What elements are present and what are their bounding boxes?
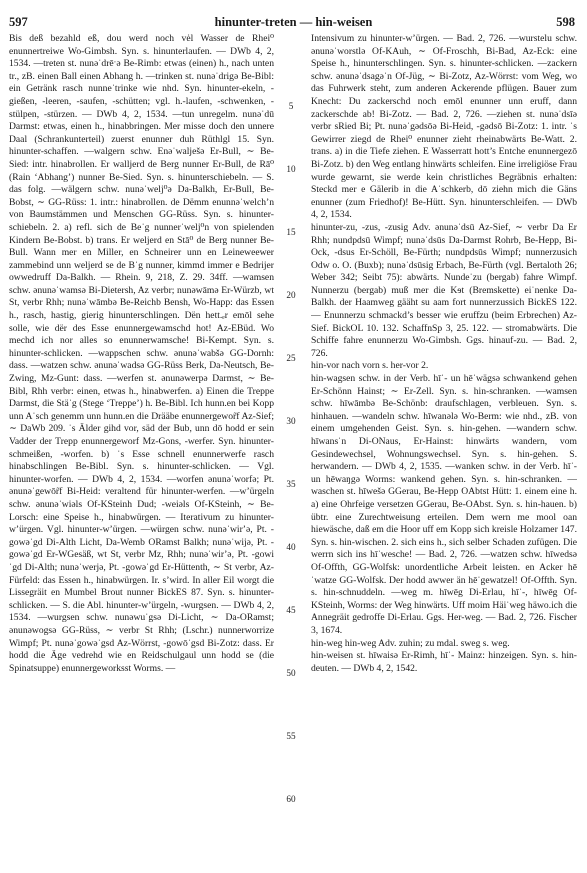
line-number: 45: [286, 605, 296, 615]
entry-paragraph: Bis deß bezahld eß, dou werd noch vėl Wasser de Rhei⁰ enunnertreiwe Wo-Gimbsh. Syn. s. hinunterlaufen. — DWb 4, 2, 1534. —treten st. nunəˈdrēˑə Be-Rimb: etwas (einen) h., nach unten tr., zB. einen Ball einen Abhang h. —trinken st. nunəˈdrigə Be-Bibl: ein Getränk rasch nunneˈtrinke wie nhd. Syn. hinunter-ekeln, -gießen, -leeren, -saufen, -schütten; vgl. h.-laufen, -schwenken, -stülpen, -stürzen. — DWb 4, 2, 1534. —tun unregelm. nunəˈdū Darmst: etwas, einen h., hinabbringen. Mer misse doch den unnere Daal (Schrankunterteil) zuerst enunner duh Rüthlgl 15. Syn. hinunter-schaffen. —walgern schw. Enəˈwalješə Er-Bull, ∼ Be-Sied: intr. hinabrollen. Er walljerd de Berg nunner Er-Bull, de Rā⁰ (Rain ‘Abhang’) nunner Be-Sied. Syn. s. hinunterschiebeln. — S. das folg. —wälgern schw. nunəˈwelj⁰ə Da-Balkh, Er-Bull, Be-Bobst, ∼ GG-Rüss: 1. intr.: hinabrollen. de Dëmm enunnəˈwelchʼn von Baumstämmen und Menschen GG-Rüss. Syn. s. hinunter-schiebeln. 2. a) refl. sich de Beˈg nunnerˈwelj⁰n von spielenden Kindern Be-Bobst. b) trans. Er weljerd en Stā⁰ de Berg nunner Be-Bull. Wann mer en Miller, en Schneirer unn en Leineweewer zammebind unn weljerd se de Bˈg nunner, kimmd immer e Bedrijer owwedruff Da-Balkh. — Rhein. 9, 218, Z. 29. 34ff. —wamsen schw. ənunəˈwamsə Bi-Dietersh, Az verbr; nunəwāmə Er-Würzb, wt St, verbr Rhh; nunəˈwāmbə Be-Reichb Bensh, Wo-Happ: das Essen h., rasch, hastig, gierig hinunterschlingen. Dën hett.ₑr emōl sehe solle, wie dër des Esse enunnergewamschd hot! Az-EBüd. Wo mechd ich nor alles so enunnerwamsche! Bi-Kempt. Syn. s. hinunter-schlicken. —wappschen schw. ənunəˈwabšə GG-Dornh: dass. —watzen schw. ənunəˈwadsə GG-Rüss Berk, Da-Neutsch, Be-Zwing, Mz-Gunt: dass. —werfen st. ənunəwerpə Darmst, ∼ Be-Bibl, Rhh verbr: einen, etwas h., hinabwerfen. a) Einen die Treppe Darmst, die Stäˈg (Stege ‘Treppe’) h. Be-Bibl. Ich hunn.en bei Kopp unn Aˈsch genemm unn hunn.en die Drääbe enunnergewor̃f Az-Sief; ∼ DaWb 209. ˈs Älder gihd vor, säd der Bub, unn dō hodd er sein Vadder der Trepp enunnergeworf Mz-Gons, -werfer. Syn. hinunter-schmeißen, -worfen. b) ˈs Esse schnell enunnerwerfe rasch hinabschlingen Be-Bibl. Syn. s. hinunter-schlicken. — Vgl. hinunter-worfen. — DWb 4, 2, 1534. —worfen ənunəˈworfə; Pt. ənunəˈgewōr̃f Bi-Heid: veraltend für hinunter-werfen. —wʼürgeln schw. ənunəˈwiəls Of-KSteinh Dud; -weiəls Of-KSteinh, ∼ Be-Lorsch: eine Speise h., hinabwürgen. — Iterativum zu hinunter-wʼürgen. Vgl. hinunter-wʼürgen. —würgen schw. nunəˈwirʼə, Pt. -gowəˈgd Di-Alth Licht, Da-Wemb ORamst Balkh; nunəˈwijə, Pt. -gowəˈgd Er-WGesäß, wt St, verbr Mz, Rhh; nunəˈwirʼə, Pt. -gowiˈgd Di-Alth; nunəˈwerjə, Pt. -gowəˈgd Er-Hüttenth, ∼ St verbr, Az-Fürfeld: das Essen h., hinabwürgen. Ir. sʼwird. In aller Eil worgt die Lissegräit en Mumbel Brout nunner BickES 87. Syn. s. hinunter-schlicken. — S. die Abl. hinunter-wʼürgeln, -wurgsen. — DWb 4, 2, 1534. —wurgsen schw. nunəwuˈgsə Di-Licht, ∼ Da-ORamst; ənunəwogsə GG-Rüss, ∼ verbr St Rhh; (Lschr.) nunnerworrize Wimpf; Pt. nunəˈgowəˈgsd Az-Wörrst, -gowōˈgsd Bi-Zotz: dass. Er hodd die Äge vedrehd wie en Reidschulgaul unn hodd se (die Spinatsuppe) enunnergeworksst Worms. —: [9, 33, 274, 674]
line-number: 55: [286, 731, 296, 741]
line-number: 15: [286, 227, 296, 237]
entry-paragraph: hinunter-zu, -zus, -zusig Adv. ənunəˈdsū Az-Sief, ∼ verbr Da Er Rhh; nundpdsū Wimpf; nunəˈdsūs Da-Darmst Rohrb, Be-Hepp, Bi-Ock, -dsus Er-Schöll, Be-Fürth; nundpdsūs Wimpf; nunnerzusich Odw o. O. (Buxb); nunəˈdsūsig Erbach, Be-Fürth (vgl. Bertaloth 26; Weber 342; Seibt 75): abwärts. Nundeˈzu (bergab) fahre Wimpf. Nunnerzu (bergab) muß mer die Kɘt (Bremskette) eiˈnenke Da-Balkh. der Haamweg gääht su aam fort nunnerzussich BickES 122. — Enunnerzu schmackd’s besser wie eruffzu (beim Erbrechen) Az-Sief. BickOL 10. 132. SchaffnSp 3, 25. 122. — stromabwärts. Die Schiffe fahre enunnerzu Wo-Gimbsh. Ggs. hinauf-zu. — Bad. 2, 726.: [311, 221, 577, 359]
line-number: 25: [286, 353, 296, 363]
line-number: 20: [286, 290, 296, 300]
line-number: 50: [286, 668, 296, 678]
entry-paragraph: hin-weisen st. hīwaisə Er-Rimh, hīˈ- Mainz: hinzeigen. Syn. s. hin-deuten. — DWb 4, 2, 1542.: [311, 650, 577, 674]
left-column: [9, 33, 274, 863]
right-column: [311, 33, 577, 863]
line-number: 5: [288, 101, 294, 111]
line-number: 35: [286, 479, 296, 489]
running-header: hinunter-treten — hin-weisen: [214, 15, 373, 29]
entry-paragraph: Intensivum zu hinunter-wʼürgen. — Bad. 2, 726. —wurstelu schw. ənunəˈworstlə Of-KAuh, ∼ Of-Froschh, Bi-Bad, Az-Eck: eine Speise h., hinunterschlingen. Syn. s. hinunter-schlicken. —zackern schw. ənunəˈdsagəˈn Of-Jüg, ∼ Bi-Zotz, Az-Wörrst: vom Weg, wo das Fuhrwerk steht, zum anderen Ackerende pflügen. Bauer zum Knecht: Du zackerschd noch emōl enunner unn eruff, dann zackerschde ab! Bi-Zotz. — Bad. 2, 726. —ziehen st. nunəˈdsīə verbr sRied Bi; Pt. nunəˈgədsōə Bi-Heid, -gədsō Bi-Zotz: 1. intr. ˈs Gewirrer ziegd de Rhei⁰ enunner zieht rheinabwärts Be-Watt. 2. trans. a) in die Tiefe ziehen. E Wasserratt hott’s Entche enunnergezō Bi-Zotz. b) den Weg entlang hinwärts schleifen. Eine irreligiöse Frau wurde gewarnt, sie werde kein christliches Begräbnis erhalten: Steckd mer e Gälerib in die Aˈschkerb, dō ziehn mich die Gäns enunner (zum Friedhof)! Be-Hütt. Syn. hinunterschleifen. — DWb 4, 2, 1534.: [311, 33, 577, 221]
right-page-number: 598: [556, 15, 575, 29]
line-number-gutter: [278, 33, 304, 863]
line-number: 30: [286, 416, 296, 426]
entry-paragraph: hin-wagsen schw. in der Verb. hīˈ- un hēˈwägsə schwankend gehen Er-Schönn Hainst; ∼ Er-Zell. Syn. s. hin-schranken. —wamsen schw. hīwāmbə Be-Schönb: draufschlagen, verbleuen. Syn. s. hinhauen. —wandeln schw. hīwanələ Wo-Berm: wie nhd., zB. von einem umgehenden Geist. Syn. s. hin-gehen. —wandern schw. hīwansˈn Di-ONaus, Er-Hainst: hinwärts wandern, vom Gesindewechsel, Wohnungswechsel. Syn. s. hin-gehen. S. herwandern. — DWb 4, 2, 1535. —wanken schw. in der Verb. hīˈ- un hēwaŋgə Worms: wankend gehen. Syn. s. hin-schranken. —waschen st. hīwešə GGerau, Be-Hepp OAbtst Hütt: 1. einem eine h. a) eine Ohrfeige versetzen GGerau, Be-OAbst. Syn. s. hin-hauen. b) übtr. eine Zurechtweisung erteilen. Dem wern me mool oan hiewäsche, daß em die Hoor uff em Kopp sich kreisle Holzamer 147. Syn. s. hin-wischen. 2. sich eins h., sich selber Schaden zufügen. Die werrn sich ins hīˈwesche! — Bad. 2, 726. —watzen schw. hīwedsə Of-Offth, GG-Wolfsk: unordentliche Arbeit leisten. en Acker hēˈwatze GG-Wolfsk. Der hodd awwer än hēˈgewatzel! Of-Offth. Syn. s. hin-schnuddeln. —weg m. hīwēg Di-Erlau, hīˈ-, hīwēg Of-KSteinh, Worms: der Weg hinwärts. Uff moim Häiˈweg häwo.ich die Annegräit gedroffe Di-Erlau. Ggs. Her-weg. — Bad. 2, 726. Fischer 3, 1674.: [311, 373, 577, 636]
line-number: 60: [286, 794, 296, 804]
line-number: 10: [286, 164, 296, 174]
entry-paragraph: hin-vor nach vorn s. her-vor 2.: [311, 360, 429, 372]
entry-paragraph: hin-weg hin-weg Adv. zuhin; zu mdal. sweg s. weg.: [311, 637, 510, 649]
line-number: 40: [286, 542, 296, 552]
left-page-number: 597: [9, 15, 28, 29]
